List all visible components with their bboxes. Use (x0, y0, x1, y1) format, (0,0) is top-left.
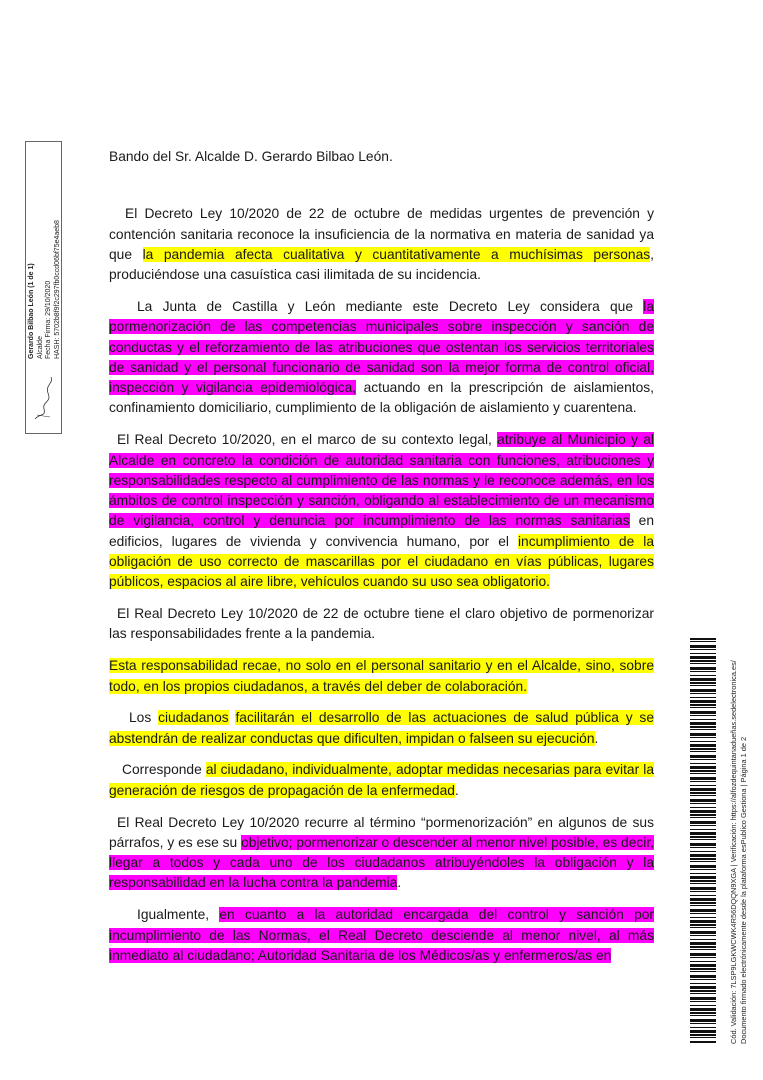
signature-hash: HASH: 5702b8f9f2c297fb0ccd06bf75e4aeb8 (53, 220, 61, 359)
signature-scribble-icon (32, 373, 56, 423)
validation-barcode (690, 638, 716, 1043)
highlight-magenta: atribuye al Municipio y al Alcalde en concreto la condición de autoridad sanitaria con funciones, atribuciones y responsabilidades respecto al cumplimiento de las normas y le reconoce además, en los ámbitos de control inspección y sanción, obligando al establecimiento de un mecanismo de vigilancia, control y denuncia por incumplimiento de las normas sanitarias (109, 432, 654, 529)
validation-line-2: Documento firmado electrónicamente desde la plataforma esPublico Gestiona | Página 1 de 2 (738, 736, 748, 1044)
paragraph (109, 604, 654, 645)
text-segment: La Junta de Castilla y León mediante este Decreto Ley considera que (137, 298, 644, 314)
text-segment: actuando en la prescripción de aislamientos, confinamiento domiciliario, cumplimiento de la obligación de aislamiento y cuarentena. (109, 380, 654, 416)
signature-date: Fecha Firma: 29/10/2020 (45, 280, 52, 359)
highlight-yellow: incumplimiento de la obligación de uso correcto de mascarillas por el ciudadano en vías públicas, lugares públicos, espacios al aire libre, vehículos cuando su uso sea obligatorio. (109, 533, 654, 590)
text-segment: El Real Decreto Ley 10/2020 de 22 de octubre tiene el claro objetivo de pormenorizar las responsabilidades frente a la pandemia. (109, 606, 654, 642)
signature-text (28, 220, 62, 359)
signature-stamp (25, 141, 62, 434)
text-segment: . (397, 875, 402, 891)
document-body (109, 147, 654, 978)
paragraph-list (109, 204, 654, 966)
paragraph (109, 905, 654, 966)
validation-line-1: Cód. Validación: 7LSP9LGKWCWK4R56DQQN9XGA | Verificación: https://alfozdequintanadueñas.sedelectronica.es/ (729, 660, 738, 1044)
highlight-magenta: la pormenorización de las competencias municipales sobre inspección y sanción de conductas y el reforzamiento de las atribuciones que ostentan los servicios territoriales de sanidad y el personal funcionario de sanidad son la mejor forma de control oficial, inspección y vigilancia epidemiológica, (109, 298, 654, 396)
paragraph (109, 760, 654, 801)
paragraph (109, 813, 654, 894)
validation-info (729, 660, 748, 1044)
highlight-yellow: ciudadanos (158, 710, 229, 726)
highlight-magenta: en cuanto a la autoridad encargada del control y sanción por incumplimiento de las Normas, el Real Decreto desciende al menor nivel, al más inmediato al ciudadano; Autoridad Sanitaria de los Médicos/as y enfermeros/as en (109, 907, 655, 963)
signer-role: Alcalde (36, 336, 44, 359)
paragraph (109, 204, 654, 285)
paragraph (109, 297, 654, 419)
document-title: Bando del Sr. Alcalde D. Gerardo Bilbao León. (109, 149, 393, 164)
text-segment: Igualmente, (137, 907, 220, 923)
text-segment: El Decreto Ley 10/2020 de 22 de octubre de medidas urgentes de prevención y contención sanitaria reconoce la insuficiencia de la normativa en materia de sanidad ya que (109, 206, 654, 262)
text-segment: El Real Decreto Ley 10/2020 recurre al término “pormenorización” en algunos de sus párrafos, y es ese su (109, 814, 654, 850)
highlight-magenta: objetivo; pormenorizar o descender al menor nivel posible, es decir, llegar a todos y cada uno de los ciudadanos atribuyéndoles la obligación y la responsabilidad en la lucha contra la pandemia (109, 834, 654, 891)
text-segment: en edificios, lugares de vivienda y convivencia humano, por el (109, 513, 654, 549)
highlight-yellow: facilitarán el desarrollo de las actuaciones de salud pública y se abstendrán de realizar conductas que dificulten, impidan o falseen su ejecución (109, 710, 655, 746)
highlight-yellow: Esta responsabilidad recae, no solo en el personal sanitario y en el Alcalde, sino, sobre todo, en los propios ciudadanos, a través del deber de colaboración. (109, 658, 654, 694)
text-segment: El Real Decreto 10/2020, en el marco de su contexto legal, (117, 432, 498, 448)
paragraph (109, 708, 654, 749)
paragraph (109, 430, 654, 592)
text-segment: Corresponde (122, 762, 206, 778)
text-segment: . (594, 730, 599, 746)
text-segment: . (454, 782, 459, 798)
text-segment: , produciéndose una casuística casi ilimitada de su incidencia. (109, 246, 654, 283)
paragraph (109, 656, 654, 697)
signer-name: Gerardo Bilbao León (1 de 1) (28, 263, 35, 359)
highlight-yellow: la pandemia afecta cualitativa y cuantitativamente a muchísimas personas (142, 246, 651, 262)
text-segment: Los (129, 710, 159, 726)
highlight-yellow: al ciudadano, individualmente, adoptar medidas necesarias para evitar la generación de riesgos de propagación de la enfermedad (109, 762, 654, 798)
